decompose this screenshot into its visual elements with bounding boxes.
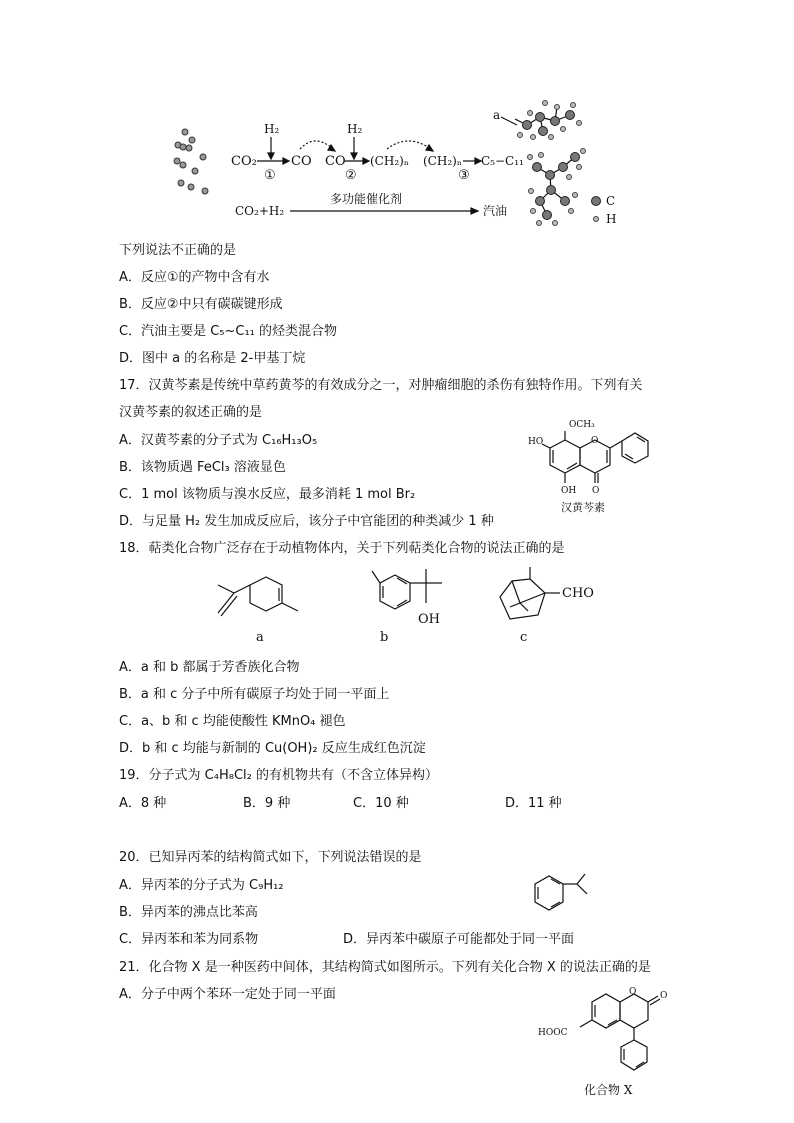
h2-label-2: H₂ (347, 122, 363, 136)
q20-option-a: A．异丙苯的分子式为 C₉H₁₂ (119, 878, 284, 893)
compound-x-caption: 化合物 X (584, 1083, 633, 1097)
catalyst-label: 多功能催化剂 (330, 192, 403, 206)
ring-o-label-x: O (629, 987, 637, 997)
ch2n-label-1: (CH₂)ₙ (370, 154, 410, 168)
oh-label: OH (561, 486, 577, 496)
reaction-scheme-svg (165, 95, 635, 235)
cumene-structure-svg (525, 870, 615, 920)
legend-h-label: H (606, 212, 617, 226)
q21-stem: 21．化合物 X 是一种医药中间体，其结构简式如图所示。下列有关化合物 X 的说法正确的是 (119, 960, 651, 975)
q16-option-a: A．反应①的产物中含有水 (119, 270, 270, 285)
q18-option-b: B．a 和 c 分子中所有碳原子均处于同一平面上 (119, 687, 390, 702)
keto-o-label-x: O (660, 991, 668, 1001)
q18-option-a: A．a 和 b 都属于芳香族化合物 (119, 660, 300, 675)
q16-option-d: D．图中 a 的名称是 2-甲基丁烷 (119, 351, 306, 366)
c5c11-label: C₅−C₁₁ (481, 154, 524, 168)
ho-label: HO (528, 437, 544, 447)
co2-label: CO₂ (231, 154, 257, 169)
step3-label: ③ (458, 168, 470, 183)
wogonin-structure-figure (525, 415, 665, 520)
q16-option-c: C．汽油主要是 C₅~C₁₁ 的烃类混合物 (119, 324, 338, 339)
q18-option-d: D．b 和 c 均能与新制的 Cu(OH)₂ 反应生成红色沉淀 (119, 741, 426, 756)
compound-a-label: a (256, 630, 264, 645)
molecule-b-model (528, 149, 586, 226)
q16-option-b: B．反应②中只有碳碳键形成 (119, 297, 283, 312)
q20-option-d: D．异丙苯中碳原子可能都处于同一平面 (343, 932, 575, 947)
molecule-a-label: a (493, 108, 501, 122)
q16-stem: 下列说法不正确的是 (119, 243, 237, 258)
step2-label: ② (345, 168, 357, 183)
step1-label: ① (264, 168, 276, 183)
compound-b-label: b (380, 630, 389, 645)
q17-option-d: D．与足量 H₂ 发生加成反应后，该分子中官能团的种类减少 1 种 (119, 514, 494, 529)
co-label-1: CO (291, 154, 312, 169)
molecule-a-model (515, 101, 582, 140)
ch2n-label-2: (CH₂)ₙ (423, 154, 463, 168)
co2-molecule-balls (174, 129, 208, 194)
q20-stem: 20．已知异丙苯的结构简式如下，下列说法错误的是 (119, 850, 422, 865)
h2-label-1: H₂ (264, 122, 280, 136)
q20-option-c: C．异丙苯和苯为同系物 (119, 932, 259, 947)
wogonin-structure-svg (525, 415, 665, 520)
q19-option-c: C．10 种 (353, 796, 409, 811)
terpenes-svg (200, 563, 620, 651)
q18-option-c: C．a、b 和 c 均能使酸性 KMnO₄ 褪色 (119, 714, 346, 729)
reaction-scheme-figure (165, 95, 635, 235)
legend-carbon-ball (592, 197, 601, 206)
legend-c-label: C (606, 194, 616, 208)
q21-option-a: A．分子中两个苯环一定处于同一平面 (119, 987, 336, 1002)
reactants-label: CO₂+H₂ (235, 204, 285, 218)
compound-x-structure-figure (532, 982, 682, 1102)
ring-o-label: O (591, 436, 599, 446)
oh-label-b: OH (418, 612, 440, 627)
terpenes-figure (200, 563, 620, 651)
co-label-2: CO (325, 154, 346, 169)
legend-hydrogen-ball (594, 217, 599, 222)
q19-option-a: A．8 种 (119, 796, 167, 811)
gasoline-label: 汽油 (483, 204, 508, 218)
compound-x-structure-svg (532, 982, 682, 1102)
cumene-structure-figure (525, 870, 615, 920)
q19-option-d: D．11 种 (505, 796, 562, 811)
q17-stem-line1: 17．汉黄芩素是传统中草药黄芩的有效成分之一，对肿瘤细胞的杀伤有独特作用。下列有关 (119, 378, 643, 393)
q17-option-b: B．该物质遇 FeCl₃ 溶液显色 (119, 460, 286, 475)
q17-stem-line2: 汉黄芩素的叙述正确的是 (119, 405, 263, 420)
och3-label: OCH₃ (569, 420, 595, 430)
compound-c-label: c (520, 630, 528, 645)
wogonin-caption: 汉黄芩素 (561, 501, 605, 514)
hooc-label: HOOC (538, 1028, 568, 1038)
q19-option-b: B．9 种 (243, 796, 291, 811)
keto-o-label: O (592, 486, 600, 496)
q19-stem: 19．分子式为 C₄H₈Cl₂ 的有机物共有（不含立体异构） (119, 768, 438, 783)
q17-option-c: C．1 mol 该物质与溴水反应，最多消耗 1 mol Br₂ (119, 487, 416, 502)
cho-label: CHO (562, 586, 594, 601)
q18-stem: 18．萜类化合物广泛存在于动植物体内，关于下列萜类化合物的说法正确的是 (119, 541, 565, 556)
q20-option-b: B．异丙苯的沸点比苯高 (119, 905, 258, 920)
q17-option-a: A．汉黄芩素的分子式为 C₁₆H₁₃O₅ (119, 433, 318, 448)
